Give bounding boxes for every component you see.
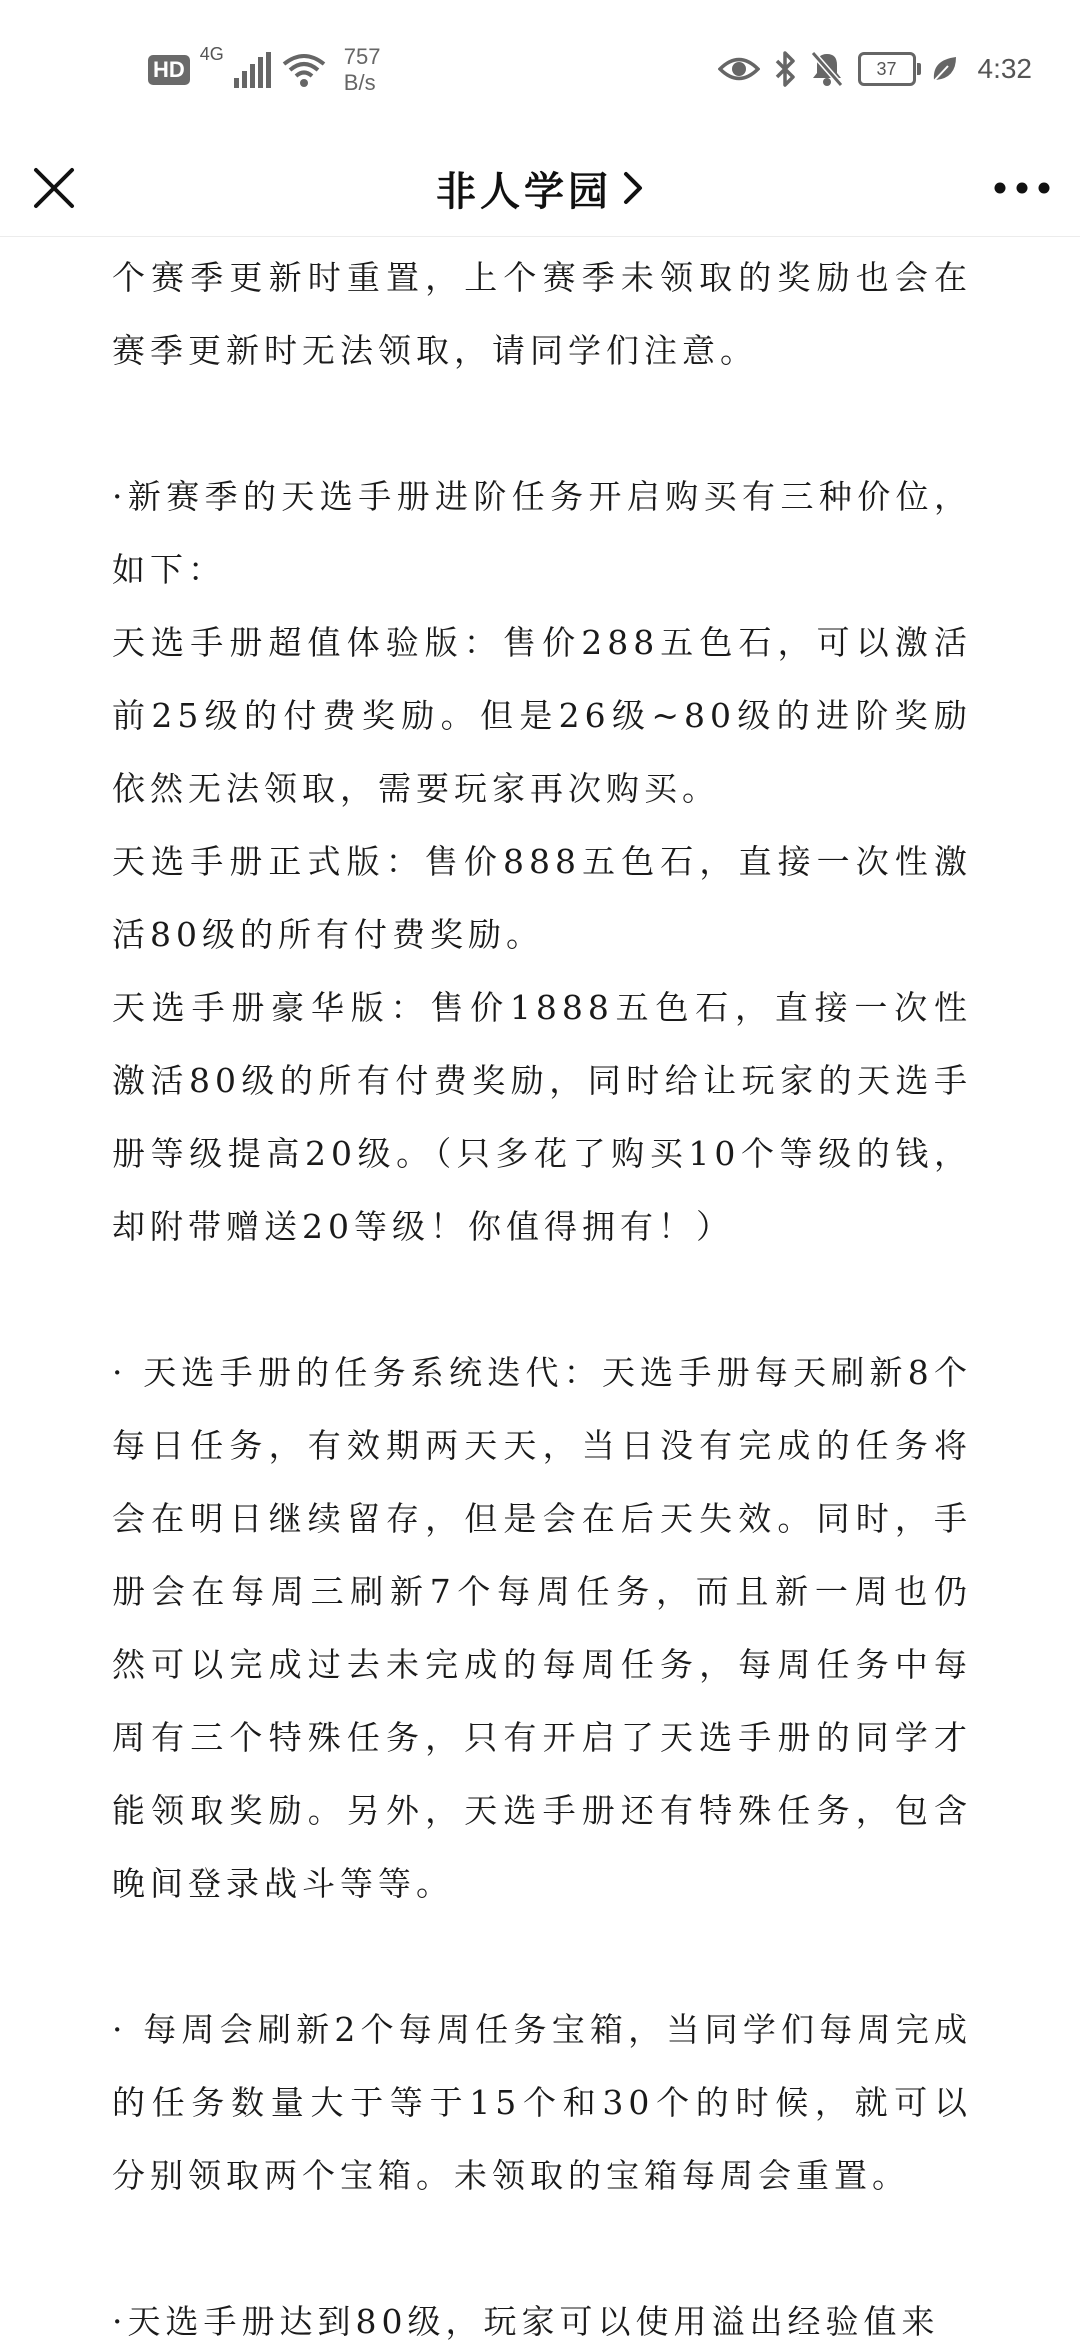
paragraph: 天选手册超值体验版：售价288五色石，可以激活前25级的付费奖励。但是26级~80级的进阶奖励依然无法领取，需要玩家再次购买。 bbox=[112, 623, 972, 808]
mute-bell-icon bbox=[810, 51, 844, 87]
bluetooth-icon bbox=[774, 51, 796, 87]
paragraph: 天选手册正式版：售价888五色石，直接一次性激活80级的所有付费奖励。 bbox=[112, 842, 972, 954]
speed-unit: B/s bbox=[343, 70, 376, 95]
paragraph: · 天选手册的任务系统迭代：天选手册每天刷新8个每日任务，有效期两天天，当日没有完成的任务将会在明日继续留存，但是会在后天失效。同时，手册会在每周三刷新7个每周任务，而且新一周也仍然可以完成过去未完成的每周任务，每周任务中每周有三个特殊任务，只有开启了天选手册的同学才能领取奖励。另外，天选手册还有特殊任务，包含晚间登录战斗等等。 bbox=[112, 1353, 972, 1903]
status-left bbox=[148, 40, 381, 100]
page-title[interactable] bbox=[0, 140, 1080, 236]
wifi-icon bbox=[282, 52, 326, 88]
network-speed bbox=[344, 44, 381, 96]
account-name[interactable]: 非人学园 bbox=[436, 167, 612, 215]
clock: 4:32 bbox=[977, 53, 1032, 84]
article-body bbox=[112, 236, 972, 2340]
paragraph: 天选手册豪华版：售价1888五色石，直接一次性激活80级的所有付费奖励，同时给让玩家的天选手册等级提高20级。（只多花了购买10个等级的钱，却附带赠送20等级！你值得拥有！） bbox=[112, 988, 972, 1246]
paragraph: ·天选手册达到80级，玩家可以使用溢出经验值来 bbox=[112, 2302, 940, 2340]
battery-level: 37 bbox=[876, 58, 897, 79]
paragraph: 个赛季更新时重置，上个赛季未领取的奖励也会在赛季更新时无法领取，请同学们注意。 bbox=[112, 258, 972, 370]
eye-icon bbox=[718, 54, 760, 84]
speed-value: 757 bbox=[343, 44, 381, 69]
more-options-button[interactable] bbox=[992, 166, 1052, 210]
status-bar bbox=[0, 0, 1080, 140]
battery-indicator bbox=[858, 52, 916, 86]
chevron-right-icon[interactable] bbox=[622, 170, 644, 206]
paragraph: · 每周会刷新2个每周任务宝箱，当同学们每周完成的任务数量大于等于15个和30个的时候，就可以分别领取两个宝箱。未领取的宝箱每周会重置。 bbox=[112, 2010, 972, 2195]
network-type: 4G bbox=[199, 44, 224, 64]
more-dots-icon[interactable] bbox=[992, 166, 1052, 210]
title-bar bbox=[0, 140, 1080, 237]
signal-icon bbox=[234, 52, 272, 88]
hd-badge: HD bbox=[148, 55, 190, 85]
status-right bbox=[718, 44, 1033, 94]
paragraph: ·新赛季的天选手册进阶任务开启购买有三种价位，如下： bbox=[112, 477, 972, 589]
leaf-icon bbox=[930, 54, 958, 84]
